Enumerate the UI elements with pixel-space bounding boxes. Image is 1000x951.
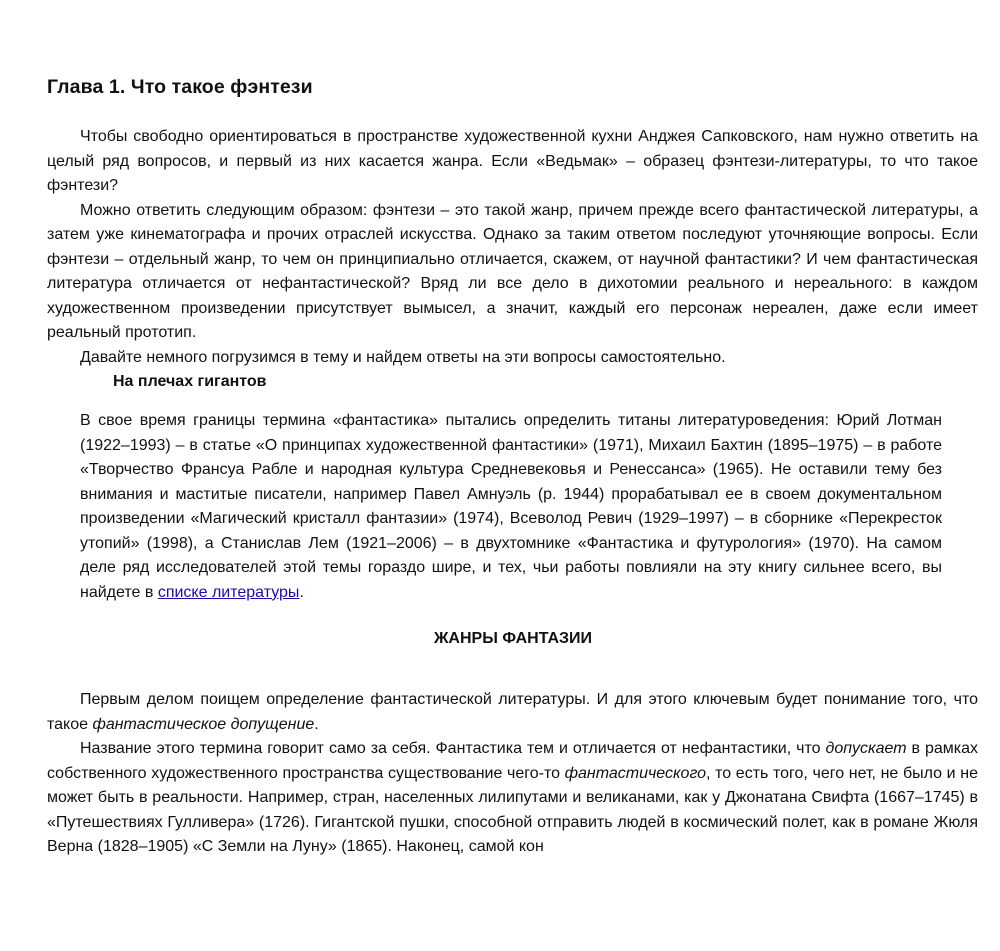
chapter-title: Глава 1. Что такое фэнтези	[47, 76, 313, 98]
genres-heading: ЖАНРЫ ФАНТАЗИИ	[433, 630, 593, 647]
genres-p2-a: Название этого термина говорит само за себя. Фантастика тем и отличается от нефантастики, что	[80, 740, 826, 757]
intro-paragraph-1: Чтобы свободно ориентироваться в пространстве художественной кухни Анджея Сапковского, нам нужно ответить на целый ряд вопросов, и первый из них касается жанра. Если «Ведьмак» – образец фэнтези-литературы, то что такое фэнтези?	[47, 128, 978, 194]
giants-section	[80, 409, 942, 605]
genres-paragraph-1	[47, 688, 978, 737]
giants-paragraph	[80, 409, 942, 605]
allows-term: допускает	[825, 740, 907, 757]
genres-section	[47, 688, 978, 860]
giants-text: В свое время границы термина «фантастика» пытались определить титаны литературоведения: Юрий Лотман (1922–1993) – в статье «О принципах художественной фантастики» (1971), Михаил Бахтин (1895–1975) – в работе «Творчество Франсуа Рабле и народная культура Средневековья и Ренессанса» (1965). Не оставили тему без внимания и маститые писатели, например Павел Амнуэль (р. 1944) прорабатывал ее в своем документальном произведении «Магический кристалл фантазии» (1974), Всеволод Ревич (1929–1997) – в сборнике «Перекресток утопий» (1998), а Станислав Лем (1921–2006) – в двухтомнике «Фантастика и футурология» (1970). На самом деле ряд исследователей этой темы гораздо шире, и тех, чьи работы повлияли на эту книгу сильнее всего, вы найдете в	[80, 412, 942, 601]
fantastic-term: фантастического	[564, 764, 707, 782]
bibliography-link[interactable]: списке литературы	[157, 583, 300, 601]
intro-paragraph-3: Давайте немного погрузимся в тему и найдем ответы на эти вопросы самостоятельно.	[80, 348, 726, 366]
giants-heading: На плечах гигантов	[113, 373, 267, 390]
intro-paragraph-2: Можно ответить следующим образом: фэнтези – это такой жанр, причем прежде всего фантастической литературы, а затем уже кинематографа и прочих отраслей искусства. Однако за таким ответом последуют уточняющие вопросы. Если фэнтези – отдельный жанр, то чем он принципиально отличается, скажем, от научной фантастики? И чем фантастическая литература отличается от нефантастической? Вряд ли все дело в дихотомии реального и нереального: в каждом художественном произведении присутствует вымысел, а значит, каждый его персонаж нереален, даже если имеет реальный прототип.	[47, 201, 978, 341]
genres-paragraph-2	[47, 737, 978, 860]
giants-link-suffix: .	[299, 583, 304, 601]
genres-p2-c: , то есть того, чего нет, не было и не может быть в реальности. Например, стран, населенных лилипутами и великанами, как у Джонатана Свифта (1667–1745) в «Путешествиях Гулливера» (1726). Гигантской пушки, способной отправить людей в космический полет, как в романе Жюля Верна (1828–1905) «С Земли на Луну» (1865). Наконец, самой кон	[47, 764, 978, 855]
genres-p1-end: .	[314, 715, 319, 733]
genres-p1-start: Первым делом поищем определение фантастической литературы. И для этого ключевым будет понимание того, что такое	[47, 691, 978, 733]
fantastic-assumption-term: фантастическое допущение	[92, 715, 315, 733]
genres-p2-b: в рамках собственного художественного пространства существование чего-то	[47, 740, 978, 782]
intro-section	[47, 125, 978, 395]
